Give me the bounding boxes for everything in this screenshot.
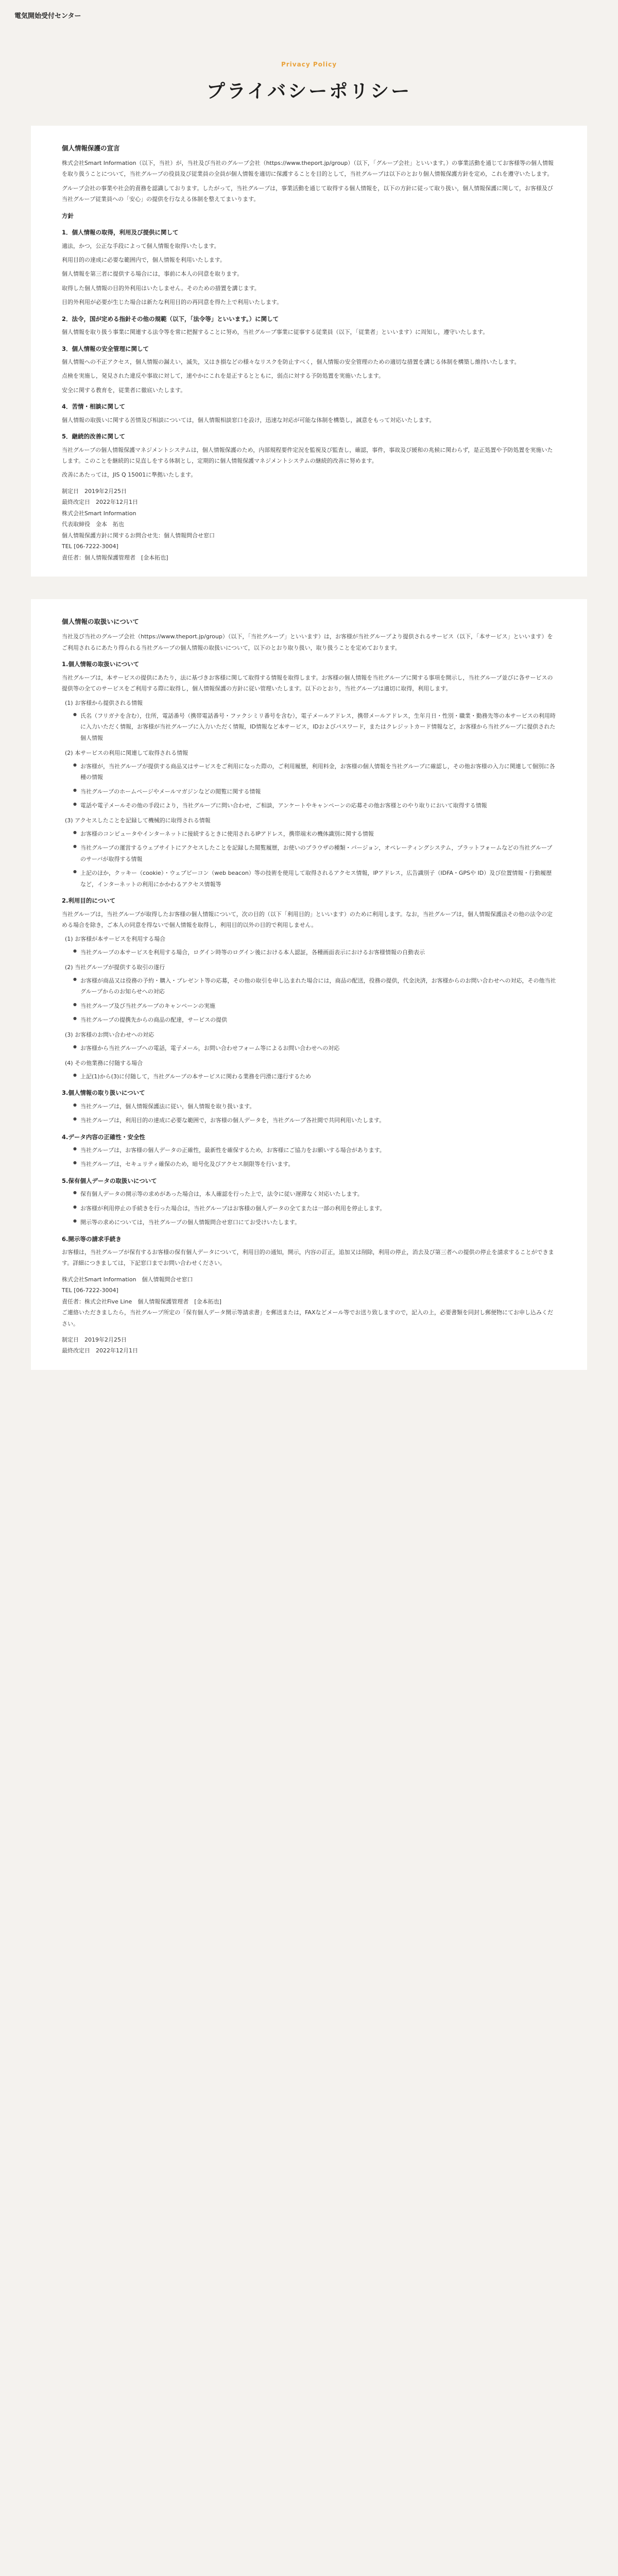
handling-bullet-list [62,710,556,743]
list-item: ● 当社グループの提携先からの商品の配達，サービスの提供 [73,1014,556,1025]
policy-intro-paragraph: グループ会社の事業や社会的責務を認識しております。したがって，当社グループは，事業活動を通じて取得する個人情報を，以下の方針に従って取り扱い，個人情報保護に関して，お客様及び当社グループ従業員への「安心」の提供を行なえる体制を整えてまいります。 [62,184,553,203]
handling-section-title: 6.開示等の請求手続き [62,1235,122,1243]
policy-signature-line: 最終改定日 2022年12月1日 [62,499,138,506]
policy-item-title: 2．法令，国が定める指針その他の規範（以下，「法令等」といいます。）に関して [62,315,279,323]
policy-item-paragraph: 改善にあたっては，JIS Q 15001に準拠いたします。 [62,471,197,479]
handling-bullet-list [62,1071,556,1082]
policy-item-title: 方針 [62,212,74,219]
handling-section-lead: お客様は，当社グループが保有するお客様の保有個人データについて，利用目的の通知，開示，内容の訂正，追加又は削除，利用の停止，消去及び第三者への提供の停止を請求することができます。詳細につきましては，下記窓口までお問い合わせください。 [62,1248,554,1267]
policy-intro-paragraph: 株式会社Smart Information（以下，当社）が，当社及び当社のグループ会社（https://www.theport.jp/group）（以下，「グループ会社」といいます。）の事業活動を通じてお客様等の個人情報を取り扱うことについて，当社グループの役員及び従業員の全員が個人情報を適切に保護することを目的として，当社グループは以下のとおり個人情報保護方針を定め，これを遵守いたします。 [62,159,554,178]
list-item: ● お客様が利用停止の手続きを行った場合は，当社グループはお客様の個人データの全てまたは一部の利用を停止します。 [73,1203,556,1214]
page-footer-space [0,1370,618,1391]
policy-item-paragraph: 適法，かつ，公正な手段によって個人情報を取得いたします。 [62,242,220,249]
page-hero [0,33,618,126]
revision-dates [62,1334,556,1357]
handling-section-lead: 当社グループは，本サービスの提供にあたり，法に基づきお客様に関して取得する情報を取得します。お客様の個人情報を当社グループに関する事項を開示し，当社グループ並びに各サービスの提供等の全てのサービスをご利用する際に取得し，個人情報保護の方針に従い管理いたします。以下のとおり，当社グループは適切に取得，利用します。 [62,674,553,692]
handling-subsection-label: (1) お客様から提供される情報 [65,699,143,706]
revision-date-line: 最終改定日 2022年12月1日 [62,1347,138,1354]
policy-signature-line: 株式会社Smart Information [62,510,136,517]
page-eyebrow: Privacy Policy [281,61,337,68]
handling-subsection-label: (1) お客様が本サービスを利用する場合 [65,936,166,943]
handling-bullet-list [62,828,556,890]
handling-bullet-list [62,761,556,811]
policy-signature-line: 個人情報保護方針に関するお問合せ先：個人情報問合せ窓口 [62,532,215,539]
revision-date-line: 制定日 2019年2月25日 [62,1336,127,1344]
handling-subsection-label: (3) お客様のお問い合わせへの対応 [65,1031,154,1039]
list-item: ● 氏名（フリガナを含む），住所，電話番号（携帯電話番号・ファクシミリ番号を含む），電子メールアドレス，携帯メールアドレス，生年月日・性別・職業・勤務先等の本サービスの利用時に入力いただく情報，お客様が当社グループに入力いただく情報，ID情報など本サービス，IDおよびパスワード，またはクレジットカード情報など，お客様から当社グループに提供された個人情報 [73,710,556,743]
list-item: ● 当社グループは，セキュリティ確保のため，暗号化及びアクセス制限等を行います。 [73,1159,556,1170]
handling-bullet-list [62,975,556,1026]
site-brand[interactable]: 電気開始受付センター [14,12,81,21]
handling-section-title: 4.データ内容の正確性・安全性 [62,1133,145,1141]
policy-heading: 個人情報保護の宣言 [62,144,120,152]
list-item: ● お客様のコンピュータやインターネットに接続するときに使用されるIPアドレス，携帯端末の機体識別に関する情報 [73,828,556,839]
page-title: プライバシーポリシー [206,81,412,103]
policy-card [31,126,587,577]
handling-section-lead: 当社グループは，当社グループが取得したお客様の個人情報について，次の目的（以下「利用目的」といいます）のために利用します。なお，当社グループは，個人情報保護法その他の法令の定める場合を除き，ご本人の同意を得ないで個人情報を取得し，利用目的以外の目的で利用しません。 [62,910,553,928]
policy-signature-line: 責任者：個人情報保護管理者 [金本拓也] [62,554,168,561]
handling-section-title: 2.利用目的について [62,897,116,905]
policy-item-paragraph: 個人情報の取扱いに関する苦情及び相談については，個人情報相談窓口を設け，迅速な対応が可能な体制を構築し，誠意をもって対応いたします。 [62,416,435,423]
policy-item-paragraph: 利用目的の達成に必要な範囲内で，個人情報を利用いたします。 [62,256,226,263]
contact-line: TEL [06-7222-3004] [62,1287,118,1294]
list-item: ● 当社グループは，お客様の個人データの正確性，最新性を確保するため，お客様にご協力をお願いする場合があります。 [73,1145,556,1156]
policy-item-paragraph: 取得した個人情報の目的外利用はいたしません。そのための措置を講じます。 [62,284,260,292]
handling-subsection-label: (4) その他業務に付随する場合 [65,1060,143,1067]
handling-subsection-label: (3) アクセスしたことを記録して機械的に取得される情報 [65,817,211,824]
handling-section-title: 3.個人情報の取り扱いについて [62,1089,145,1097]
policy-item-paragraph: 当社グループの個人情報保護マネジメントシステムは，個人情報保護のため，内部規程要件定況を監視及び監査し，確認，事件，事故及び緩和の兆候に関わらず，是正処置や予防処置を実施いたします。このことを継続的に見直しをする体制とし，定期的に個人情報保護マネジメントシステムの継続的改善に努めます。 [62,446,553,465]
handling-bullet-list [62,1043,556,1054]
policy-signature-line: 制定日 2019年2月25日 [62,487,127,495]
list-item: ● 当社グループは，利用目的の達成に必要な範囲で，お客様の個人データを，当社グループ各社間で共同利用いたします。 [73,1115,556,1126]
policy-signature-line: TEL [06-7222-3004] [62,543,118,550]
policy-item-title: 4．苦情・相談に関して [62,403,126,411]
policy-item-title: 1．個人情報の取得，利用及び提供に関して [62,229,179,236]
list-item: ● お客様が商品又は役務の予約・購入・プレゼント等の応募，その他の取引を申し込まれた場合には，商品の配送，役務の提供，代金決済，お客様からのお問い合わせへの対応，その他当社グループからのお知らせへの対応 [73,975,556,997]
handling-section-title: 1.個人情報の取扱いについて [62,660,140,668]
policy-item-paragraph: 安全に関する教育を，従業者に徹底いたします。 [62,386,186,394]
handling-subsection-label: (2) 本サービスの利用に関連して取得される情報 [65,750,188,757]
list-item: ● 当社グループの運営するウェブサイトにアクセスしたことを記録した閲覧履歴，お使いのブラウザの種類・バージョン，オペレーティングシステム，プラットフォームなどの当社グループのサーバが取得する情報 [73,842,556,865]
handling-heading: 個人情報の取扱いについて [62,617,139,625]
list-item: ● 当社グループの本サービスを利用する場合，ログイン時等のログイン後における本人認証，各種画面表示におけるお客様情報の自動表示 [73,947,556,958]
policy-item-title: 5．継続的改善に関して [62,433,126,440]
list-item: ● 保有個人データの開示等の求めがあった場合は，本人確認を行った上で，法令に従い遅滞なく対応いたします。 [73,1189,556,1199]
handling-intro: 当社及び当社のグループ会社（https://www.theport.jp/group）（以下，「当社グループ」といいます）は，お客様が当社グループより提供されるサービス（以下，「本サービス」といいます）をご利用されるにあたり得られる当社グループの個人情報の取扱いについて，以下のとおり取り扱い，取り扱うことを定めております。 [62,633,553,651]
list-item: ● 上記のほか，クッキー（cookie）・ウェブビーコン（web beacon）等の技術を使用して取得されるアクセス情報，IPアドレス，広告識別子（IDFA・GPSや ID）及び位置情報・行動履歴など，インターネットの利用にかかわるアクセス情報等 [73,868,556,890]
policy-item-paragraph: 個人情報を第三者に提供する場合には，事前に本人の同意を取ります。 [62,270,243,278]
list-item: ● 当社グループのホームページやメールマガジンなどの閲覧に関する情報 [73,786,556,797]
handling-bullet-list [62,1145,556,1170]
policy-signature-line: 代表取締役 金本 拓也 [62,521,124,528]
contact-line: 責任者：株式会社Five Line 個人情報保護管理者 [金本拓也] [62,1298,221,1305]
policy-item-paragraph: 個人情報を取り扱う事業に関連する法令等を常に把握することに努め，当社グループ事業に従事する従業員（以下，「従業者」といいます）に周知し，遵守いたします。 [62,329,489,336]
contact-line: 株式会社Smart Information 個人情報問合せ窓口 [62,1276,193,1283]
list-item: ● 開示等の求めについては，当社グループの個人情報問合せ窓口にてお受けいたします。 [73,1217,556,1228]
list-item: ● 当社グループ及び当社グループのキャンペーンの実施 [73,1001,556,1011]
policy-item-paragraph: 個人情報への不正アクセス，個人情報の漏えい，滅失，又はき損などの様々なリスクを防止すべく，個人情報の安全管理のための適切な措置を講じる体制を構築し維持いたします。 [62,359,520,366]
handling-bullet-list [62,1189,556,1228]
list-item: ● お客様が，当社グループが提供する商品又はサービスをご利用になった際の，ご利用履歴，利用料金，お客様の個人情報を当社グループに確認し，その他お客様の入力に関連して個別に各種の情報 [73,761,556,783]
list-item: ● 上記(1)から(3)に付随して，当社グループの本サービスに関わる業務を円滑に遂行するため [73,1071,556,1082]
handling-section-title: 5.保有個人データの取扱いについて [62,1177,157,1184]
policy-item-title: 3．個人情報の安全管理に関して [62,345,149,352]
policy-signature [62,486,556,563]
policy-item-paragraph: 点検を実施し，発見された違反や事故に対して，速やかにこれを是正するとともに，弱点に対する予防処置を実施いたします。 [62,372,384,380]
handling-bullet-list [62,947,556,958]
list-item: ● 当社グループは，個人情報保護法に従い，個人情報を取り扱います。 [73,1101,556,1112]
list-item: ● お客様から当社グループへの電話，電子メール，お問い合わせフォーム等によるお問い合わせへの対応 [73,1043,556,1054]
handling-bullet-list [62,1101,556,1126]
list-item: ● 電話や電子メールその他の手段により，当社グループに問い合わせ，ご相談，アンケートやキャンペーンの応募その他お客様とのやり取りにおいて取得する情報 [73,800,556,811]
handling-card [31,599,587,1370]
top-bar [0,0,618,33]
handling-subsection-label: (2) 当社グループが提供する取引の遂行 [65,964,165,971]
contact-block [62,1274,556,1307]
closing-paragraph: ご連絡いただきましたら，当社グループ所定の「保有個人データ開示等請求書」を郵送または，FAXなどメール等でお送り致しますので，記入の上，必要書類を同封し郵便物にてお申し込みください。 [62,1309,554,1327]
policy-item-paragraph: 目的外利用が必要が生じた場合は新たな利用目的の再同意を得た上で利用いたします。 [62,299,283,306]
